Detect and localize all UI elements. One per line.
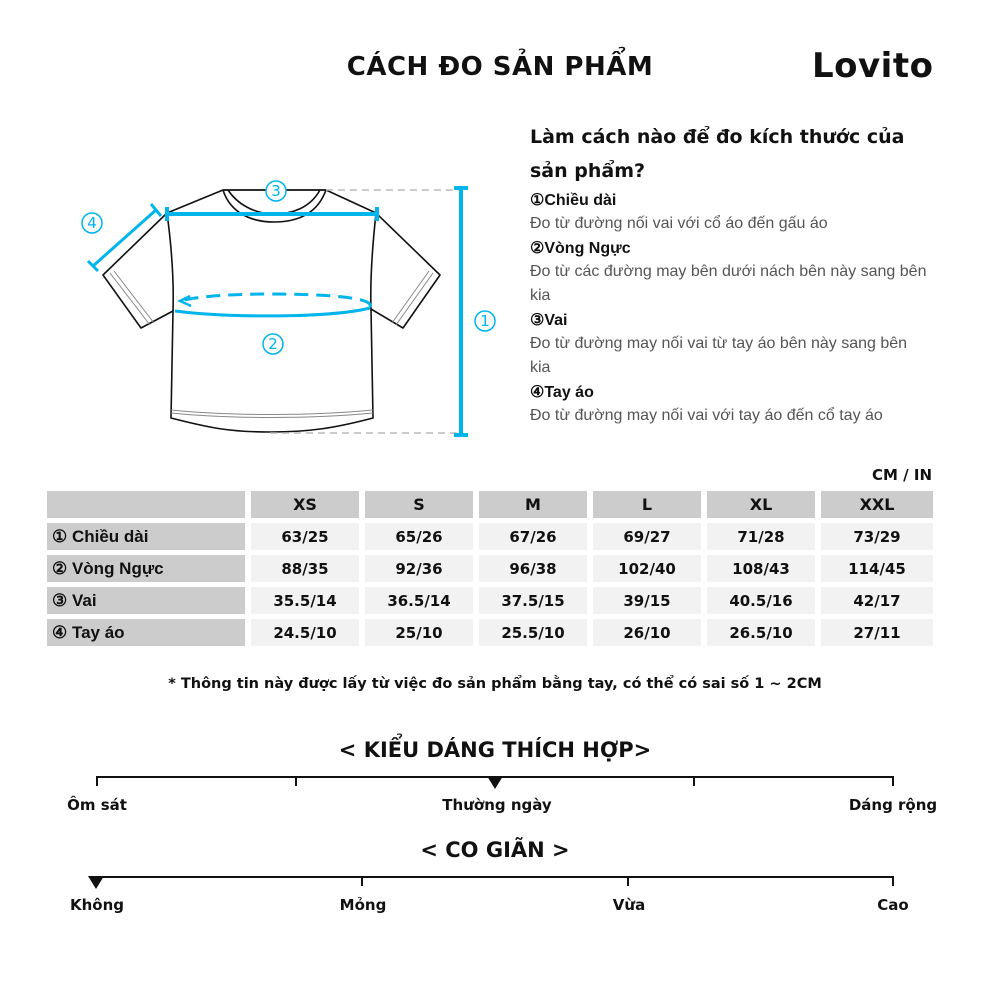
table-row	[47, 555, 933, 582]
label-3: 3	[271, 182, 281, 200]
table-cell: 96/38	[479, 555, 587, 582]
table-cell: 26.5/10	[707, 619, 815, 646]
stretch-selected-marker-icon	[88, 876, 104, 889]
table-cell: 67/26	[479, 523, 587, 550]
fit-label-regular: Thường ngày	[442, 796, 552, 814]
table-cell: 71/28	[707, 523, 815, 550]
table-cell: 27/11	[821, 619, 933, 646]
table-cell: 88/35	[251, 555, 359, 582]
label-2: 2	[268, 335, 278, 353]
table-row	[47, 523, 933, 550]
fit-label-tight: Ôm sát	[67, 796, 127, 814]
fit-tick	[693, 776, 695, 786]
column-header: XXL	[821, 491, 933, 518]
table-cell: 73/29	[821, 523, 933, 550]
column-header: XS	[251, 491, 359, 518]
page-title: CÁCH ĐO SẢN PHẨM	[346, 52, 654, 82]
fit-tick	[295, 776, 297, 786]
howto-chest-title: ②Vòng Ngực	[530, 240, 631, 257]
table-cell: 114/45	[821, 555, 933, 582]
stretch-label-medium: Vừa	[612, 896, 646, 914]
size-chart-table	[47, 491, 933, 651]
table-cell: 63/25	[251, 523, 359, 550]
stretch-tick	[361, 876, 363, 886]
row-label: ② Vòng Ngực	[47, 555, 245, 582]
fit-label-loose: Dáng rộng	[848, 796, 938, 814]
howto-shoulder-title: ③Vai	[530, 312, 568, 329]
stretch-tick	[892, 876, 894, 886]
howto-sleeve-title: ④Tay áo	[530, 384, 594, 401]
table-cell: 25.5/10	[479, 619, 587, 646]
table-cell: 92/36	[365, 555, 473, 582]
how-to-title: Làm cách nào để đo kích thước của sản phẩm?	[530, 126, 905, 182]
length-measure-icon	[454, 188, 468, 435]
table-cell: 37.5/15	[479, 587, 587, 614]
table-row	[47, 619, 933, 646]
table-cell: 24.5/10	[251, 619, 359, 646]
label-1: 1	[480, 312, 490, 330]
fit-selected-marker-icon	[487, 776, 503, 789]
tshirt-outline-icon	[103, 190, 440, 432]
stretch-label-none: Không	[69, 896, 125, 914]
stretch-scale-title: < CO GIÃN >	[420, 838, 570, 862]
howto-chest-desc: Đo từ các đường may bên dưới nách bên này sang bên kia	[530, 263, 927, 304]
fit-scale-title: < KIỂU DÁNG THÍCH HỢP>	[338, 738, 652, 762]
table-cell: 65/26	[365, 523, 473, 550]
table-cell: 42/17	[821, 587, 933, 614]
measurement-note: * Thông tin này được lấy từ việc đo sản phẩm bằng tay, có thể có sai số 1 ~ 2CM	[168, 676, 822, 692]
table-cell: 40.5/16	[707, 587, 815, 614]
column-header: L	[593, 491, 701, 518]
table-row	[47, 587, 933, 614]
table-header-row	[47, 491, 933, 518]
table-cell: 108/43	[707, 555, 815, 582]
table-cell: 25/10	[365, 619, 473, 646]
howto-shoulder-desc: Đo từ đường may nối vai từ tay áo bên này sang bên kia	[530, 335, 908, 376]
stretch-tick	[627, 876, 629, 886]
row-label: ① Chiều dài	[47, 523, 245, 550]
unit-label: CM / IN	[872, 466, 932, 484]
howto-length-title: ①Chiều dài	[530, 192, 617, 209]
how-to-measure	[530, 120, 930, 428]
brand-logo: Lovito	[812, 46, 934, 86]
stretch-label-high: Cao	[877, 896, 909, 914]
stretch-scale-line	[96, 876, 894, 878]
howto-length-desc: Đo từ đường nối vai với cổ áo đến gấu áo	[530, 215, 828, 232]
table-cell: 69/27	[593, 523, 701, 550]
column-header: S	[365, 491, 473, 518]
table-cell: 26/10	[593, 619, 701, 646]
header-blank-cell	[47, 491, 245, 518]
table-cell: 36.5/14	[365, 587, 473, 614]
column-header: XL	[707, 491, 815, 518]
fit-tick	[892, 776, 894, 786]
table-cell: 39/15	[593, 587, 701, 614]
table-cell: 35.5/14	[251, 587, 359, 614]
tshirt-diagram	[70, 170, 510, 450]
column-header: M	[479, 491, 587, 518]
stretch-label-slight: Mỏng	[339, 896, 387, 914]
howto-sleeve-desc: Đo từ đường may nối vai với tay áo đến cổ tay áo	[530, 407, 883, 424]
fit-tick	[96, 776, 98, 786]
label-4: 4	[87, 214, 97, 232]
table-cell: 102/40	[593, 555, 701, 582]
row-label: ③ Vai	[47, 587, 245, 614]
row-label: ④ Tay áo	[47, 619, 245, 646]
